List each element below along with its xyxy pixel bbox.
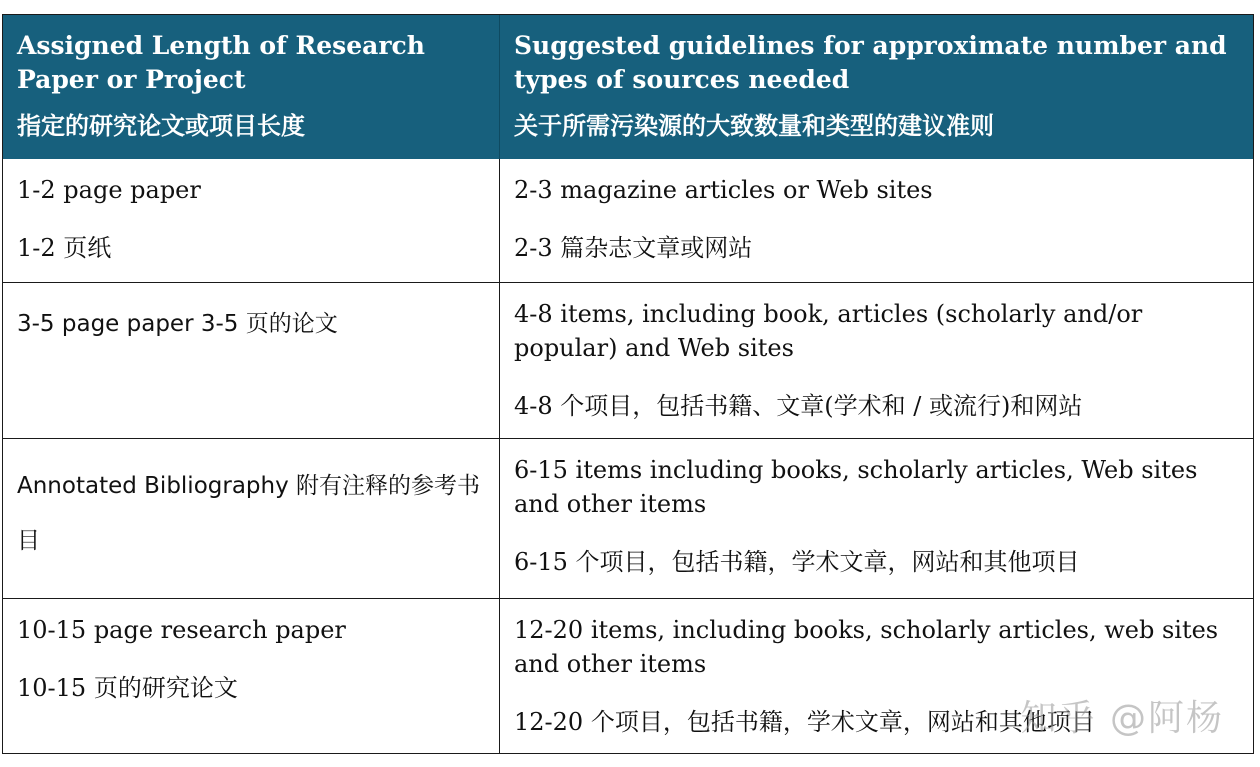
row-2-sources (500, 283, 1253, 439)
row-1-sources (500, 159, 1253, 283)
row-4-sources-zh: 12-20 个项目，包括书籍，学术文章，网站和其他项目 (514, 708, 1095, 736)
header-length-zh: 指定的研究论文或项目长度 (17, 112, 305, 140)
zhihu-watermark: 知乎 @阿杨 (1020, 698, 1224, 739)
row-1-length (3, 159, 500, 283)
row-2-sources-en: 4-8 items, including book, articles (scholarly and/or popular) and Web sites (514, 300, 1143, 362)
row-2-length (3, 283, 500, 439)
row-3-length (3, 439, 500, 599)
row-4-length (3, 599, 500, 753)
row-1-sources-zh: 2-3 篇杂志文章或网站 (514, 234, 753, 262)
row-4-sources (500, 599, 1253, 753)
header-length-en: Assigned Length of Research Paper or Project (17, 31, 425, 94)
header-guidelines-zh: 关于所需污染源的大致数量和类型的建议准则 (514, 112, 994, 140)
row-3-sources (500, 439, 1253, 599)
header-length (3, 15, 500, 159)
header-guidelines (500, 15, 1253, 159)
row-3-length-text: Annotated Bibliography 附有注释的参考书目 (17, 473, 481, 554)
row-1-length-en: 1-2 page paper (17, 176, 201, 204)
row-3-sources-en: 6-15 items including books, scholarly articles, Web sites and other items (514, 456, 1198, 518)
row-3-sources-zh: 6-15 个项目，包括书籍，学术文章，网站和其他项目 (514, 548, 1080, 576)
row-4-sources-en: 12-20 items, including books, scholarly articles, web sites and other items (514, 616, 1219, 678)
sources-guidelines-table (2, 14, 1254, 754)
row-4-length-zh: 10-15 页的研究论文 (17, 674, 238, 702)
header-guidelines-en: Suggested guidelines for approximate number and types of sources needed (514, 31, 1227, 94)
row-1-length-zh: 1-2 页纸 (17, 234, 112, 262)
row-4-length-en: 10-15 page research paper (17, 616, 346, 644)
row-1-sources-en: 2-3 magazine articles or Web sites (514, 176, 933, 204)
row-2-length-text: 3-5 page paper 3-5 页的论文 (17, 311, 338, 337)
row-2-sources-zh: 4-8 个项目，包括书籍、文章(学术和 / 或流行)和网站 (514, 392, 1083, 420)
